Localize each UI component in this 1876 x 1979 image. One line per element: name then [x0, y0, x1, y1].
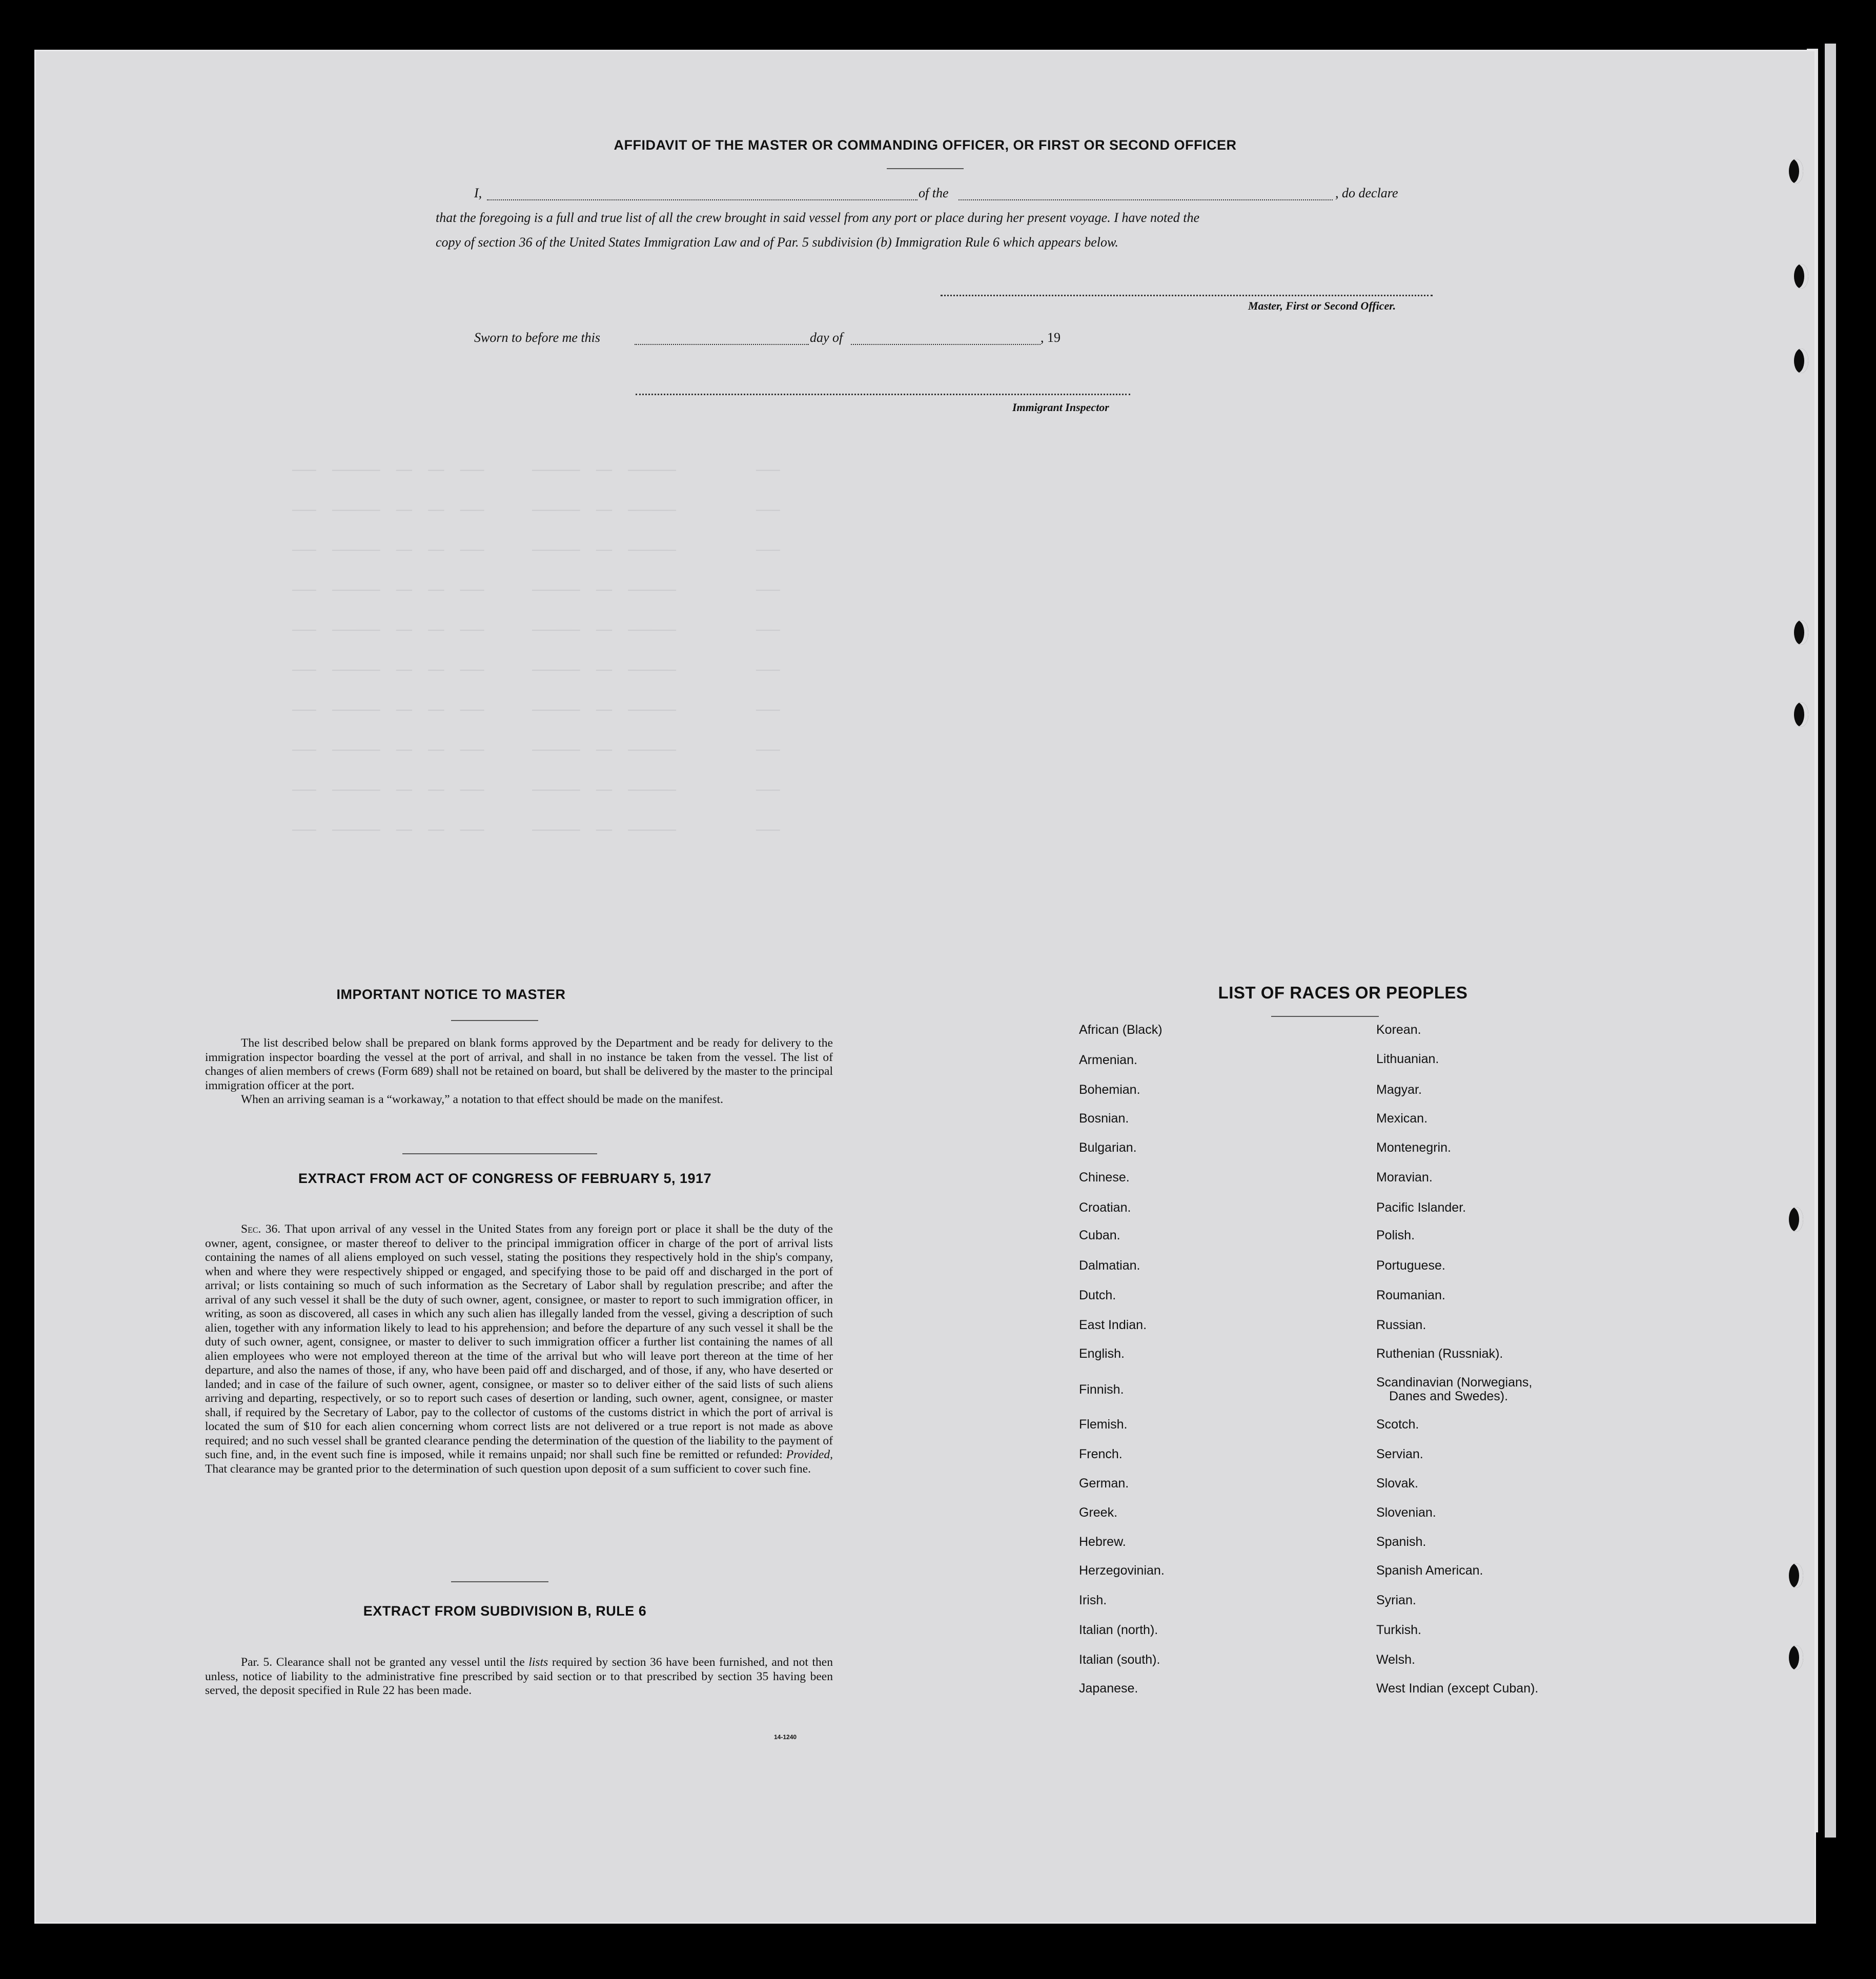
race-item: Lithuanian.	[1376, 1052, 1439, 1066]
race-item: Slovak.	[1376, 1476, 1418, 1491]
sworn-start: Sworn to before me this	[474, 330, 601, 345]
race-item: Syrian.	[1376, 1593, 1416, 1607]
master-signature-line	[941, 295, 1433, 296]
affidavit-title: AFFIDAVIT OF THE MASTER OR COMMANDING OFFICER, OR FIRST OR SECOND OFFICER	[614, 137, 1237, 153]
binder-hole	[1789, 1563, 1803, 1588]
act-text: That upon arrival of any vessel in the United States from any foreign port or place it shall be the duty of the owner, agent, consignee, or master thereof to deliver to the principal immigration officer in charge of the port of arrival lists containing the names of all aliens employed on such vessel, stating the positions they respectively hold in the ship's company, when and where they were respectively shipped or engaged, and specifying those to be paid off and discharged in the port of arrival; or lists containing so much of such information as the Secretary of Labor shall by regulation prescribe; and after the arrival of any such vessel it shall be the duty of such owner, agent, consignee, or master to report to such immigration officer, in writing, as soon as discovered, all cases in which any such alien has illegally landed from the vessel, giving a description of such alien, together with any information likely to lead to his apprehension; and before the departure of any such vessel it shall be the duty of such owner, agent, consignee, or master to deliver to such immigration officer a further list containing the names of all alien employees who were not employed thereon at the time of the arrival but who will leave port thereon at the time of her departure, and also the names of those, if any, who have been paid off and discharged, and of those, if any, who have deserted or landed; and in case of the failure of such owner, agent, consignee, or master so to deliver either of the said lists of such aliens arriving and departing, respectively, or so to report such cases of desertion or landing, such owner, agent, consignee, or master shall, if required by the Secretary of Labor, pay to the collector of customs of the customs district in which the port of arrival is located the sum of $10 for each alien concerning whom correct lists are not delivered or a true report is not made as above required; and no such vessel shall be granted clearance pending the determination of the question of the liability to the payment of such fine, and, in the event such fine is imposed, while it remains unpaid; nor shall such fine be remitted or refunded:	[205, 1222, 833, 1461]
rule-text	[205, 1656, 833, 1698]
race-item: Bohemian.	[1079, 1083, 1140, 1097]
binder-hole	[1794, 702, 1808, 727]
act-title: EXTRACT FROM ACT OF CONGRESS OF FEBRUARY 5, 1917	[298, 1171, 712, 1186]
race-item: Moravian.	[1376, 1170, 1433, 1185]
sworn-end: , 19	[1041, 330, 1061, 345]
rule-text-a: Par. 5. Clearance shall not be granted any vessel until the	[241, 1656, 525, 1669]
race-item: Flemish.	[1079, 1417, 1128, 1432]
race-item: Scotch.	[1376, 1417, 1419, 1432]
races-divider	[1271, 1016, 1379, 1017]
master-caption: Master, First or Second Officer.	[1248, 299, 1396, 312]
bleed-through-text: ——— —————— —— —— ——— —————— —— —————— ——— ——— —————— —— —— ——— —————— —— —————— ——— ——— —————— —— —— ——— —————— —— —————— ——— ——— —————— —— —— ——— —————— —— —————— ——— ——— —————— —— —— ——— —————— —— —————— ——— ——— —————— —— —— ——— —————— —— —————— ——— ——— —————— —— —— ——— —————— —— —————— ——— ——— —————— —— —— ——— —————— —— —————— ——— ——— —————— —— —— ——— —————— —— —————— ——— ——— —————— —— —— ——— —————— —— —————— ———	[292, 462, 780, 838]
act-provided: Provided,	[786, 1448, 833, 1461]
race-item: Slovenian.	[1376, 1505, 1436, 1520]
race-item: Cuban.	[1079, 1228, 1120, 1242]
binder-hole	[1789, 1207, 1803, 1232]
act-body	[205, 1222, 833, 1476]
race-item: Croatian.	[1079, 1200, 1131, 1215]
race-item: Scandinavian (Norwegians,	[1376, 1375, 1533, 1390]
race-item: East Indian.	[1079, 1318, 1147, 1332]
race-item: Italian (north).	[1079, 1623, 1158, 1637]
affidavit-line1-start: I,	[474, 186, 482, 200]
race-item: Greek.	[1079, 1505, 1118, 1520]
race-item: Irish.	[1079, 1593, 1107, 1607]
race-item: Herzegovinian.	[1079, 1563, 1165, 1578]
race-item: Dalmatian.	[1079, 1258, 1140, 1273]
race-item: Russian.	[1376, 1318, 1426, 1332]
race-item: Montenegrin.	[1376, 1140, 1451, 1155]
affidavit-line2: that the foregoing is a full and true list of all the crew brought in said vessel from any port or place during her present voyage. I have noted the	[436, 210, 1199, 225]
race-item: African (Black)	[1079, 1023, 1163, 1037]
race-item: Mexican.	[1376, 1111, 1428, 1126]
affidavit-line3: copy of section 36 of the United States Immigration Law and of Par. 5 subdivision (b) Immigration Rule 6 which appears below.	[436, 235, 1118, 250]
master-name-blank	[487, 199, 917, 200]
race-item: Roumanian.	[1376, 1288, 1445, 1302]
race-item: Chinese.	[1079, 1170, 1130, 1185]
document-sheet	[36, 51, 1814, 1922]
race-item: Korean.	[1376, 1023, 1421, 1037]
race-item: Magyar.	[1376, 1083, 1422, 1097]
binder-hole	[1789, 1645, 1803, 1670]
race-item: Finnish.	[1079, 1382, 1124, 1397]
race-item: Armenian.	[1079, 1053, 1137, 1067]
notice-title: IMPORTANT NOTICE TO MASTER	[336, 987, 566, 1002]
binder-hole	[1794, 264, 1808, 289]
race-item: German.	[1079, 1476, 1129, 1491]
inspector-signature-line	[636, 394, 1130, 395]
race-item: Italian (south).	[1079, 1652, 1160, 1667]
binder-hole	[1794, 620, 1808, 645]
affidavit-line1-mid: of the	[919, 186, 949, 200]
act-text-end: That clearance may be granted prior to the determination of such question upon deposit of a sum sufficient to cover such fine.	[205, 1462, 811, 1476]
sworn-month-blank	[851, 344, 1041, 345]
race-item: French.	[1079, 1447, 1123, 1461]
race-item: Pacific Islander.	[1376, 1200, 1466, 1215]
rule-lists-word: lists	[528, 1656, 548, 1669]
race-item: West Indian (except Cuban).	[1376, 1681, 1539, 1696]
vessel-name-blank	[959, 199, 1333, 200]
act-section-label: Sec. 36.	[241, 1222, 281, 1236]
race-item: Hebrew.	[1079, 1535, 1126, 1549]
affidavit-line1-end: , do declare	[1335, 186, 1398, 200]
rule-title: EXTRACT FROM SUBDIVISION B, RULE 6	[363, 1603, 647, 1619]
rule-divider-top	[451, 1581, 548, 1582]
notice-paragraph-1: The list described below shall be prepared on blank forms approved by the Department and be ready for delivery to the immigration inspector boarding the vessel at the port of arrival, and shall in no instance be taken from the vessel. The list of changes of alien members of crews (Form 689) shall not be retained on board, but shall be delivered by the master to the principal immigration officer at the port.	[205, 1036, 833, 1092]
sworn-mid: day of	[810, 330, 843, 345]
form-number: 14-1240	[774, 1733, 797, 1741]
rule-text-b: required by section 36 have been furnished, and not then unless, notice of liability to the administrative fine prescribed by said section or to that prescribed by section 35 having been served, the deposit specified in Rule 22 has been made.	[205, 1656, 833, 1697]
race-item: Turkish.	[1376, 1623, 1421, 1637]
race-item: Polish.	[1376, 1228, 1415, 1242]
race-item: Spanish American.	[1376, 1563, 1483, 1578]
binder-hole	[1794, 349, 1808, 373]
inspector-caption: Immigrant Inspector	[1012, 401, 1109, 414]
race-item: Portuguese.	[1376, 1258, 1445, 1273]
sworn-day-blank	[635, 344, 809, 345]
act-section-text	[205, 1222, 833, 1476]
race-item: Ruthenian (Russniak).	[1376, 1346, 1503, 1361]
race-item: Spanish.	[1376, 1535, 1426, 1549]
rule-body	[205, 1656, 833, 1698]
binder-hole	[1789, 159, 1803, 183]
race-item: Danes and Swedes).	[1389, 1389, 1508, 1403]
title-divider	[887, 168, 964, 169]
race-item: Bulgarian.	[1079, 1140, 1137, 1155]
notice-body	[205, 1036, 833, 1107]
race-item: Welsh.	[1376, 1652, 1415, 1667]
race-item: Japanese.	[1079, 1681, 1138, 1696]
race-item: Servian.	[1376, 1447, 1423, 1461]
race-item: Dutch.	[1079, 1288, 1116, 1302]
act-divider-top	[402, 1153, 597, 1154]
races-title: LIST OF RACES OR PEOPLES	[1218, 983, 1468, 1002]
race-item: Bosnian.	[1079, 1111, 1129, 1126]
paper-edge-strip	[1825, 44, 1836, 1838]
notice-divider	[451, 1020, 538, 1021]
race-item: English.	[1079, 1346, 1125, 1361]
notice-paragraph-2: When an arriving seaman is a “workaway,” a notation to that effect should be made on the manifest.	[241, 1093, 723, 1106]
